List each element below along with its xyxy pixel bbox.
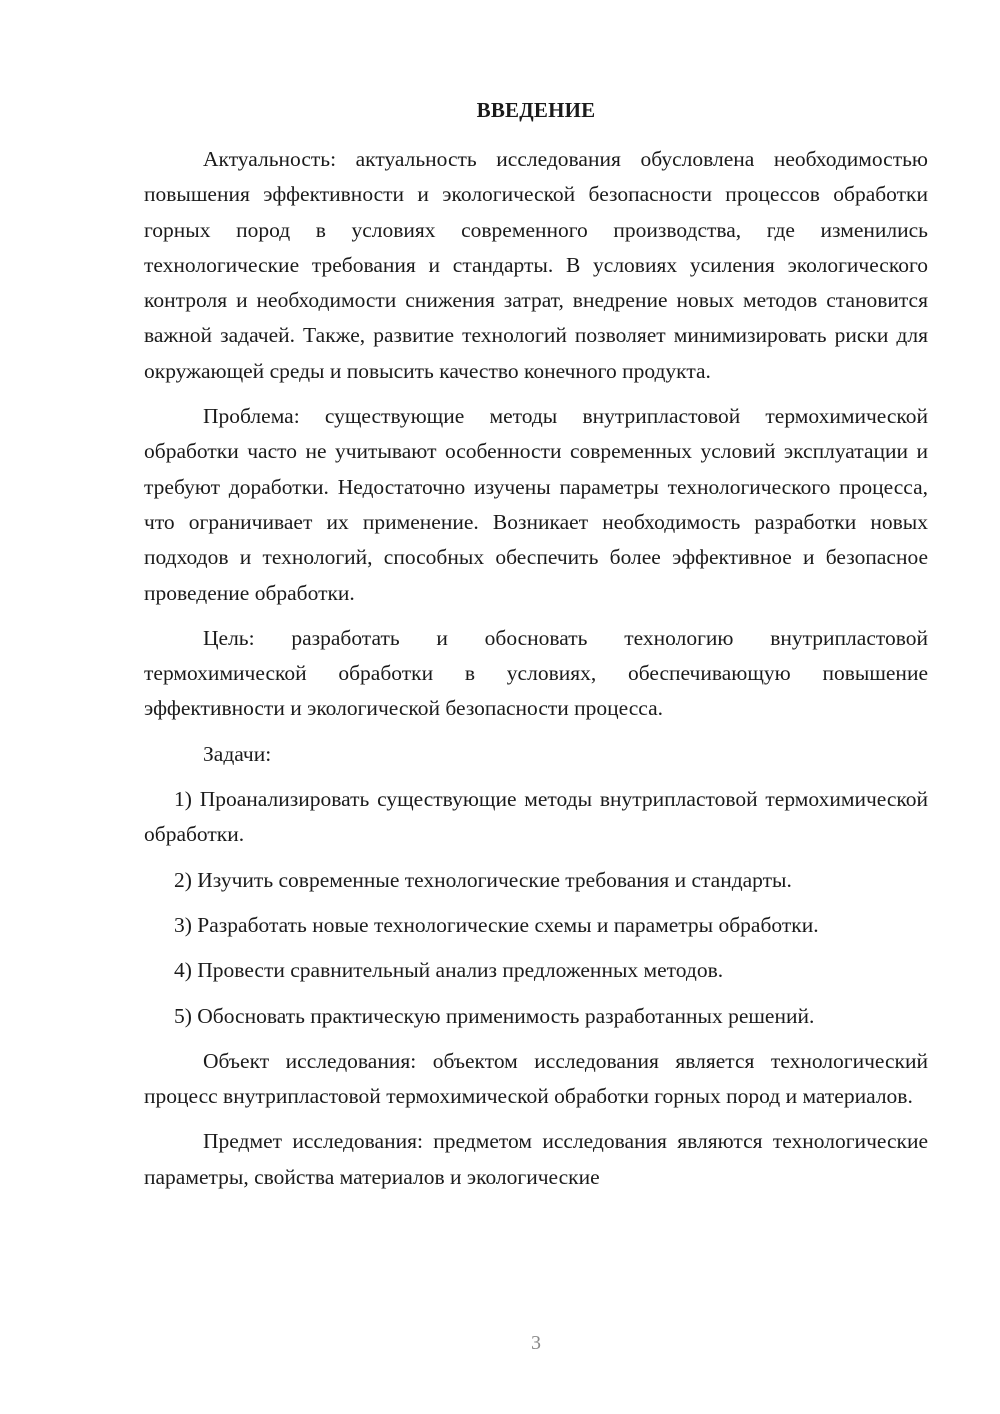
list-item: 1) Проанализировать существующие методы внутрипластовой термохимической обработки. [144,787,928,847]
paragraph-subject: Предмет исследования: предметом исследования являются технологические параметры, свойства материалов и экологические [144,1129,928,1189]
paragraph-actuality: Актуальность: актуальность исследования обусловлена необходимостью повышения эффективности и экологической безопасности процессов обработки горных пород в условиях современного производства, где изменились технологические требования и стандарты. В условиях усиления экологического контроля и необходимости снижения затрат, внедрение новых методов становится важной задачей. Также, развитие технологий позволяет минимизировать риски для окружающей среды и повысить качество конечного продукта. [144,147,928,383]
list-item: 4) Провести сравнительный анализ предложенных методов. [174,958,724,983]
list-item: 3) Разработать новые технологические схемы и параметры обработки. [174,912,819,937]
page-title: ВВЕДЕНИЕ [476,98,596,122]
paragraph-problem: Проблема: существующие методы внутрипластовой термохимической обработки часто не учитывают особенности современных условий эксплуатации и требуют доработки. Недостаточно изучены параметры технологического процесса, что ограничивает их применение. Возникает необходимость разработки новых подходов и технологий, способных обеспечить более эффективное и безопасное проведение обработки. [144,404,928,605]
list-item: 2) Изучить современные технологические требования и стандарты. [174,867,792,892]
tasks-list [144,782,928,1034]
page-number: 3 [531,1332,541,1354]
paragraph-object: Объект исследования: объектом исследования является технологический процесс внутрипластовой термохимической обработки горных пород и материалов. [144,1048,928,1109]
tasks-heading: Задачи: [203,741,272,766]
body-text [144,142,928,1195]
list-item: 5) Обосновать практическую применимость разработанных решений. [174,1003,815,1028]
paragraph-goal: Цель: разработать и обосновать технологию внутрипластовой термохимической обработки в условиях, обеспечивающую повышение эффективности и экологической безопасности процесса. [144,625,928,721]
